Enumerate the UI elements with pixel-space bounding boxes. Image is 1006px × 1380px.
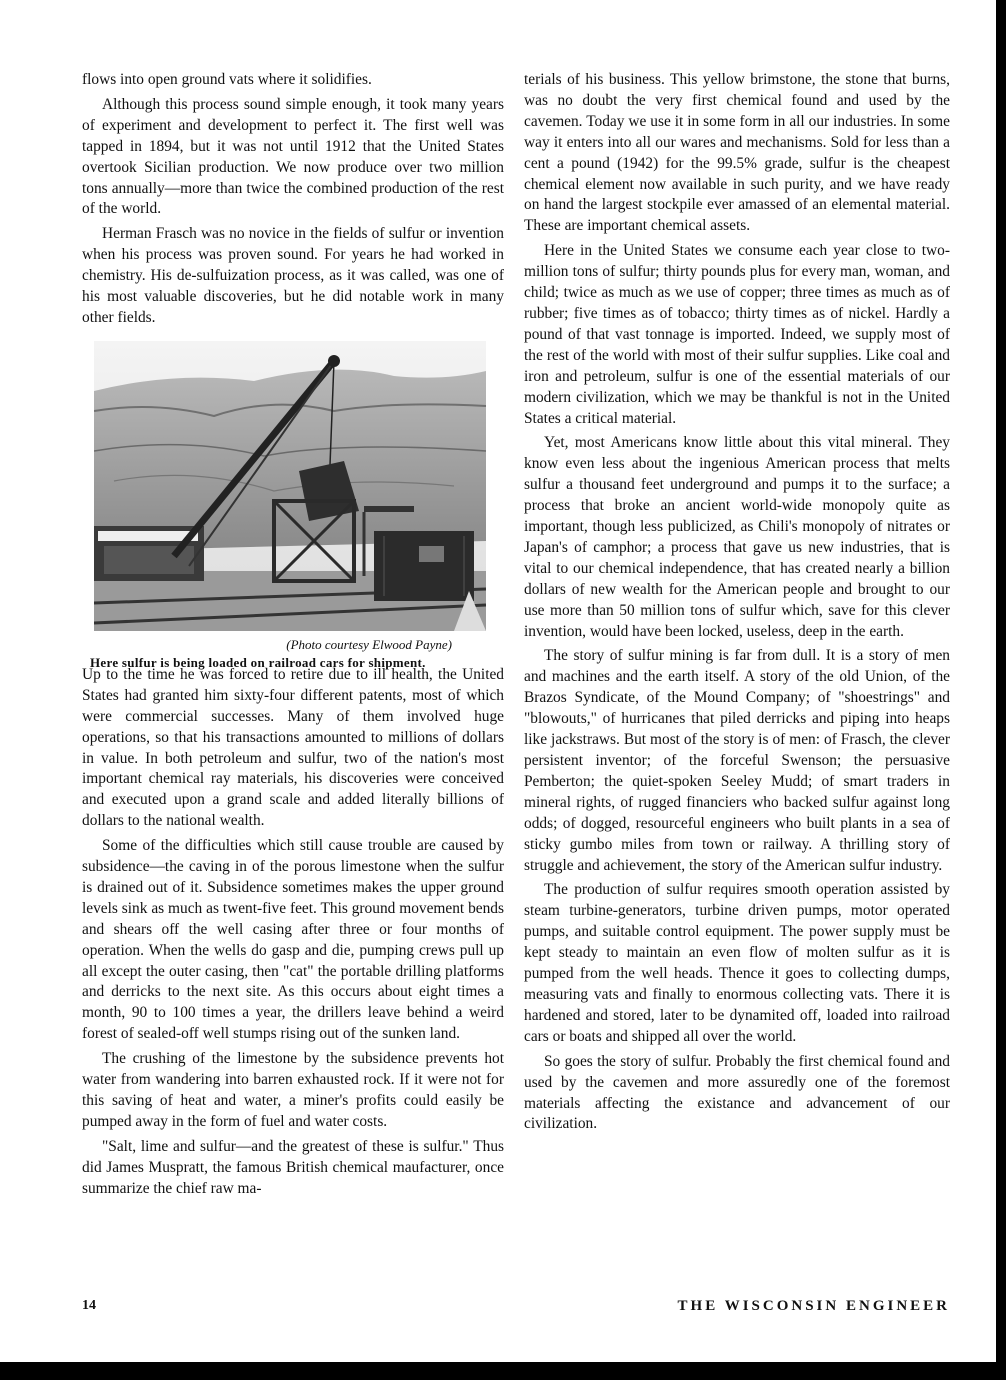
paragraph: So goes the story of sulfur. Probably the first chemical found and used by the cavemen and more assuredly one of the foremost materials affecting the existance and advancement of our civilization. xyxy=(524,1052,950,1133)
photo-credit: (Photo courtesy Elwood Payne) xyxy=(286,636,452,652)
left-column xyxy=(82,70,504,1204)
paragraph: Herman Frasch was no novice in the fields of sulfur or invention when his process was proven sound. For years he had worked in chemistry. His de-sulfuization process, as it was called, was one of his most valuable discoveries, but he did notable work in many other fields. xyxy=(82,225,504,326)
paragraph: "Salt, lime and sulfur—and the greatest of these is sulfur." Thus did James Muspratt, the famous British chemical maufacturer, once summarize the chief raw ma- xyxy=(82,1137,504,1197)
paragraph: Up to the time he was forced to retire due to ill health, the United States had granted him sixty-four different patents, most of which were commercial successes. Many of them involved huge operations, so that his transactions amounted to millions of dollars in value. In both petroleum and sulfur, two of the nation's most important chemical ray materials, his discoveries were conceived and executed upon a grand scale and added literally billions of dollars to the national wealth. xyxy=(82,665,504,830)
paragraph: Some of the difficulties which still cause trouble are caused by subsidence—the caving in of the porous limestone when the sulfur is drained out of it. Subsidence sometimes makes the upper ground levels sink as much as twent-five feet. This ground movement bends and shears off the well casing after three or four months of operation. When the wells do gasp and die, pumping crews pull up all except the outer casing, then "cat" the portable drilling platforms and derricks to the next site. As this occurs about eight times a month, 90 to 100 times a year, the drillers leave behind a weird forest of sealed-off well stumps rising out of the sunken land. xyxy=(82,837,504,1043)
paragraph: The story of sulfur mining is far from dull. It is a story of men and machines and the earth itself. A story of the old Union, of the Brazos Syndicate, of the Mound Company; of "shoestrings" and "blowouts," of hurricanes that piled derricks and piping into heaps like jackstraws. But most of the story is of men: of Frasch, the clever persistent inventor; of the forceful Swenson; the persuasive Pemberton; the quiet-spoken Seeley Mudd; of smart traders in mineral rights, of rugged financiers who backed sulfur against long odds; of dogged, resourceful engineers who built plants in a sea of sticky gumbo miles from town or railway. A thrilling story of struggle and achievement, the story of the American sulfur industry. xyxy=(524,647,950,874)
paragraph: The production of sulfur requires smooth operation assisted by steam turbine-generators, turbine driven pumps, motor operated pumps, and suitable control equipment. The power supply must be kept steady to maintain an even flow of molten sulfur as it is pumped from the well heads. Thence it goes to collecting dumps, measuring vats and finally to enormous collecting vats. There it is hardened and stored, later to be dynamited off, loaded into railroad cars or boats and shipped all over the world. xyxy=(524,881,950,1045)
paragraph: flows into open ground vats where it solidifies. xyxy=(82,71,372,88)
scan-border-bottom xyxy=(0,1362,1006,1380)
scan-border-right xyxy=(996,0,1006,1380)
paragraph: Yet, most Americans know little about this vital mineral. They know even less about the ingenious American process that melts sulfur a thousand feet underground and pumps it to the surface; a process that broke an ancient world-wide monopoly quite as important, though less publicized, as Chili's monopoly of nitrates or Japan's of camphor; a process that gave us new industries, that is vital to our chemical independence, that has created nearly a billion dollars of new wealth for the American people and brought to our use more than 50 million tons of sulfur which, save for this clever invention, would have been locked, useless, deep in the earth. xyxy=(524,434,950,640)
paragraph: The crushing of the limestone by the subsidence prevents hot water from wandering into barren exhausted rock. If it were not for this saving of heat and water, a miner's profits could easily be pumped away in the form of fuel and water costs. xyxy=(82,1050,504,1130)
page-number: 14 xyxy=(82,1298,96,1313)
paragraphs-after-photo xyxy=(82,665,504,1200)
publication-title: THE WISCONSIN ENGINEER xyxy=(677,1298,950,1314)
paragraph: Here in the United States we consume each year close to two-million tons of sulfur; thirty pounds plus for every man, woman, and child; twice as much as we use of copper; three times as much as of rubber; five times as of tobacco; thirty times as of nickel. Hardly a pound of that vast tonnage is imported. Indeed, we supply most of the rest of the world with most of their sulfur supplies. Like coal and iron and petroleum, sulfur is one of the essential materials of our modern civilization, which we may be thankful is not in the United States a critical material. xyxy=(524,242,950,427)
paragraph: terials of his business. This yellow brimstone, the stone that burns, was no doubt the very first chemical found and used by the cavemen. Today we use it in some form in all our industries. In some way it enters into all our wares and mechanisms. Sold for less than a cent a pound (1942) for the 99.5% grade, sulfur is the cheapest chemical element now available in such purity, and we have ready on hand the largest stockpile ever amassed of an elemental material. These are important chemical assets. xyxy=(524,71,950,235)
photo-caption: Here sulfur is being loaded on railroad cars for shipment. xyxy=(90,654,426,670)
photo-figure xyxy=(82,341,504,670)
right-column xyxy=(524,70,950,1139)
paragraph: Although this process sound simple enough, it took many years of experiment and development to perfect it. The first well was tapped in 1894, but it was not until 1912 that the United States overtook Sicilian production. We now produce over two million tons annually—more than twice the combined production of the rest of the world. xyxy=(82,95,504,218)
sulfur-loading-photo xyxy=(94,341,486,631)
